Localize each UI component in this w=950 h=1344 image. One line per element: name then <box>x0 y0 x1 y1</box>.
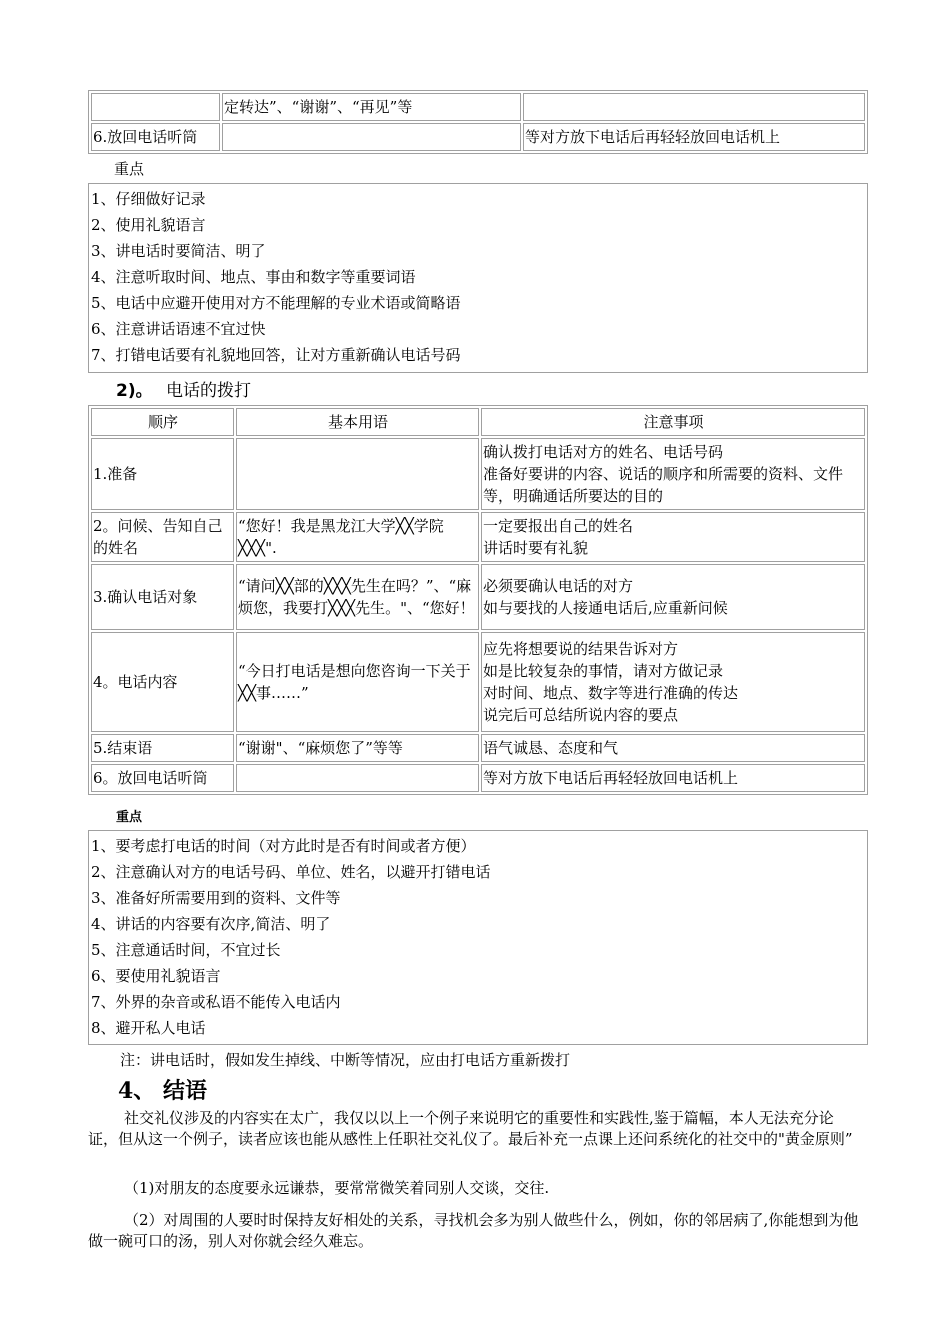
list-item: 7、打错电话要有礼貌地回答，让对方重新确认电话号码 <box>91 346 461 364</box>
table-row <box>91 512 865 562</box>
list-item: 2、注意确认对方的电话号码、单位、姓名，以避开打错电话 <box>91 863 491 881</box>
paragraph: 社交礼仪涉及的内容实在太广，我仅以以上一个例子来说明它的重要性和实践性,鉴于篇幅，本人无法充分论证，但从这一个例子，读者应该也能从感性上任职社交礼仪了。最后补充一点课上还问系统化的社交中的"黄金原则” <box>88 1109 853 1148</box>
table-cell: 2。问候、告知自己的姓名 <box>91 512 234 562</box>
list-item: 4、讲话的内容要有次序,简洁、明了 <box>91 915 331 933</box>
table-header-row <box>91 408 865 436</box>
note-line: 确认拨打电话对方的姓名、电话号码 <box>483 443 724 461</box>
note-line: 如是比较复杂的事情，请对方做记录 <box>483 662 724 680</box>
table-cell: 定转达”、“谢谢”、“再见”等 <box>222 93 521 121</box>
section-title: 电话的拨打 <box>166 381 252 401</box>
key-points-heading: 重点 <box>114 160 145 178</box>
section-title: 4、 结语 <box>118 1078 207 1104</box>
table-cell <box>222 123 521 151</box>
list-item: 4、注意听取时间、地点、事由和数字等重要词语 <box>91 268 416 286</box>
call-note: 注：讲电话时，假如发生掉线、中断等情况，应由打电话方重新拨打 <box>120 1051 571 1069</box>
table-cell: 4。电话内容 <box>91 632 234 732</box>
table-row <box>91 93 865 121</box>
table-row <box>91 764 865 792</box>
table-row <box>91 438 865 510</box>
list-item: 3、讲电话时要简洁、明了 <box>91 242 266 260</box>
note-line: 讲话时要有礼貌 <box>483 539 589 557</box>
note-line: 一定要报出自己的姓名 <box>483 517 634 535</box>
table-row <box>91 632 865 732</box>
table-cell <box>481 564 865 630</box>
list-item: 1、要考虑打电话的时间（对方此时是否有时间或者方便） <box>91 837 476 855</box>
list-item: 3、准备好所需要用到的资料、文件等 <box>91 889 341 907</box>
table-cell: “今日打电话是想向您咨询一下关于╳╳事……” <box>236 632 479 732</box>
key-points-box <box>88 183 868 373</box>
list-item: 6、注意讲话语速不宜过快 <box>91 320 266 338</box>
table-cell: 6。放回电话听筒 <box>91 764 234 792</box>
table-row <box>91 564 865 630</box>
table-cell <box>481 632 865 732</box>
note-line: 如与要找的人接通电话后,应重新问候 <box>483 599 728 617</box>
table-cell <box>481 734 865 762</box>
list-item: 8、避开私人电话 <box>91 1019 206 1037</box>
note-line: 对时间、地点、数字等进行准确的传达 <box>483 684 739 702</box>
column-header: 基本用语 <box>236 408 479 436</box>
dial-table <box>88 405 868 795</box>
paragraph: （2）对周围的人要时时保持友好相处的关系，寻找机会多为别人做些什么，例如，你的邻居病了,你能想到为他做一碗可口的汤，别人对你就会经久难忘。 <box>88 1211 859 1250</box>
column-header: 顺序 <box>91 408 234 436</box>
table-cell: 1.准备 <box>91 438 234 510</box>
note-line: 必须要确认电话的对方 <box>483 577 634 595</box>
table-cell <box>523 93 865 121</box>
table-cell <box>481 512 865 562</box>
table-cell: “请问╳╳部的╳╳╳先生在吗？”、“麻烦您，我要打╳╳╳先生。"、“您好！ <box>236 564 479 630</box>
table-cell: “谢谢"、“麻烦您了”等等 <box>236 734 479 762</box>
table-cell: 5.结束语 <box>91 734 234 762</box>
note-line: 说完后可总结所说内容的要点 <box>483 706 679 724</box>
table-cell <box>236 764 479 792</box>
list-item: 2、使用礼貌语言 <box>91 216 206 234</box>
note-line: 准备好要讲的内容、说话的顺序和所需要的资料、文件等，明确通话所要达的目的 <box>483 465 844 505</box>
list-item: 1、仔细做好记录 <box>91 190 206 208</box>
table-cell <box>481 438 865 510</box>
table-cell: 等对方放下电话后再轻轻放回电话机上 <box>523 123 865 151</box>
list-item: 5、电话中应避开使用对方不能理解的专业术语或简略语 <box>91 294 461 312</box>
key-points-box <box>88 830 868 1045</box>
note-line: 语气诚恳、态度和气 <box>483 739 619 757</box>
table-row <box>91 734 865 762</box>
table-cell: “您好！我是黑龙江大学╳╳学院╳╳╳". <box>236 512 479 562</box>
table-cell <box>91 93 220 121</box>
table-cell: 6.放回电话听筒 <box>91 123 220 151</box>
section-heading <box>116 376 251 401</box>
list-item: 5、注意通话时间，不宜过长 <box>91 941 281 959</box>
column-header: 注意事项 <box>481 408 865 436</box>
top-table <box>88 90 868 154</box>
note-line: 应先将想要说的结果告诉对方 <box>483 640 679 658</box>
table-cell: 3.确认电话对象 <box>91 564 234 630</box>
section-number: 2)。 <box>116 381 153 401</box>
table-cell <box>236 438 479 510</box>
note-line: 等对方放下电话后再轻轻放回电话机上 <box>483 769 739 787</box>
paragraph: （1)对朋友的态度要永远谦恭，要常常微笑着同别人交谈，交往. <box>124 1179 550 1197</box>
list-item: 6、要使用礼貌语言 <box>91 967 221 985</box>
list-item: 7、外界的杂音或私语不能传入电话内 <box>91 993 341 1011</box>
table-row <box>91 123 865 151</box>
key-points-heading: 重点 <box>116 810 143 825</box>
table-cell <box>481 764 865 792</box>
